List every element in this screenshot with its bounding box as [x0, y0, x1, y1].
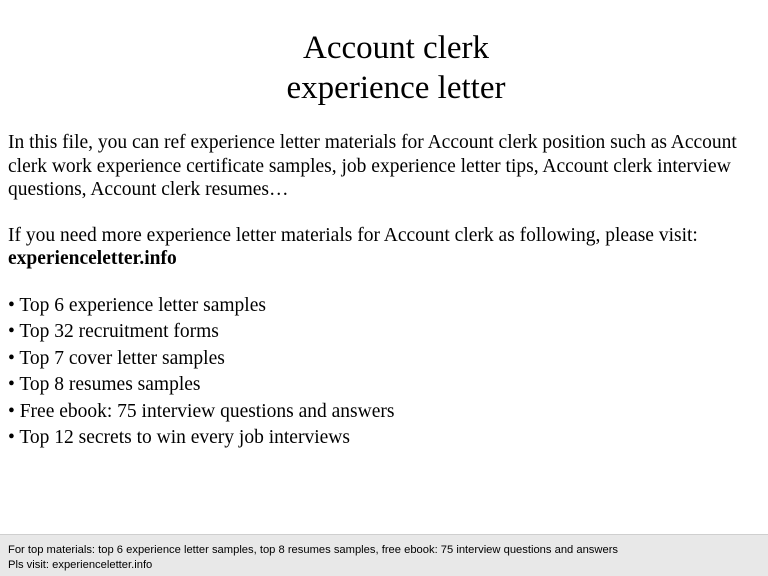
list-item: • Top 32 recruitment forms	[8, 321, 219, 342]
list-item: • Top 7 cover letter samples	[8, 347, 225, 369]
more-paragraph	[8, 224, 760, 271]
content-body	[8, 131, 760, 452]
title-line-2: experience letter	[286, 70, 506, 106]
footer-line-2	[8, 558, 768, 573]
page-title	[0, 28, 768, 108]
site-link[interactable]: experienceletter.info	[8, 248, 177, 269]
footer-visit-label: Pls visit:	[8, 559, 53, 571]
footer-bar	[0, 534, 768, 576]
list-item: • Top 8 resumes samples	[8, 374, 201, 395]
bullet-list	[8, 293, 760, 452]
footer-site-link[interactable]: experienceletter.info	[52, 559, 153, 571]
more-text: If you need more experience letter materials for Account clerk as following, please visit:	[8, 224, 698, 246]
footer-line-1: For top materials: top 6 experience letter samples, top 8 resumes samples, free ebook: 75 interview questions and answers	[8, 544, 619, 556]
list-item: • Top 12 secrets to win every job interviews	[8, 427, 350, 448]
title-line-1: Account clerk	[303, 30, 489, 66]
list-item: • Top 6 experience letter samples	[8, 294, 266, 316]
intro-paragraph: In this file, you can ref experience letter materials for Account clerk position such as Account clerk work experience certificate samples, job experience letter tips, Account clerk interview questions, Account clerk resumes…	[8, 132, 737, 200]
list-item: • Free ebook: 75 interview questions and answers	[8, 400, 395, 422]
